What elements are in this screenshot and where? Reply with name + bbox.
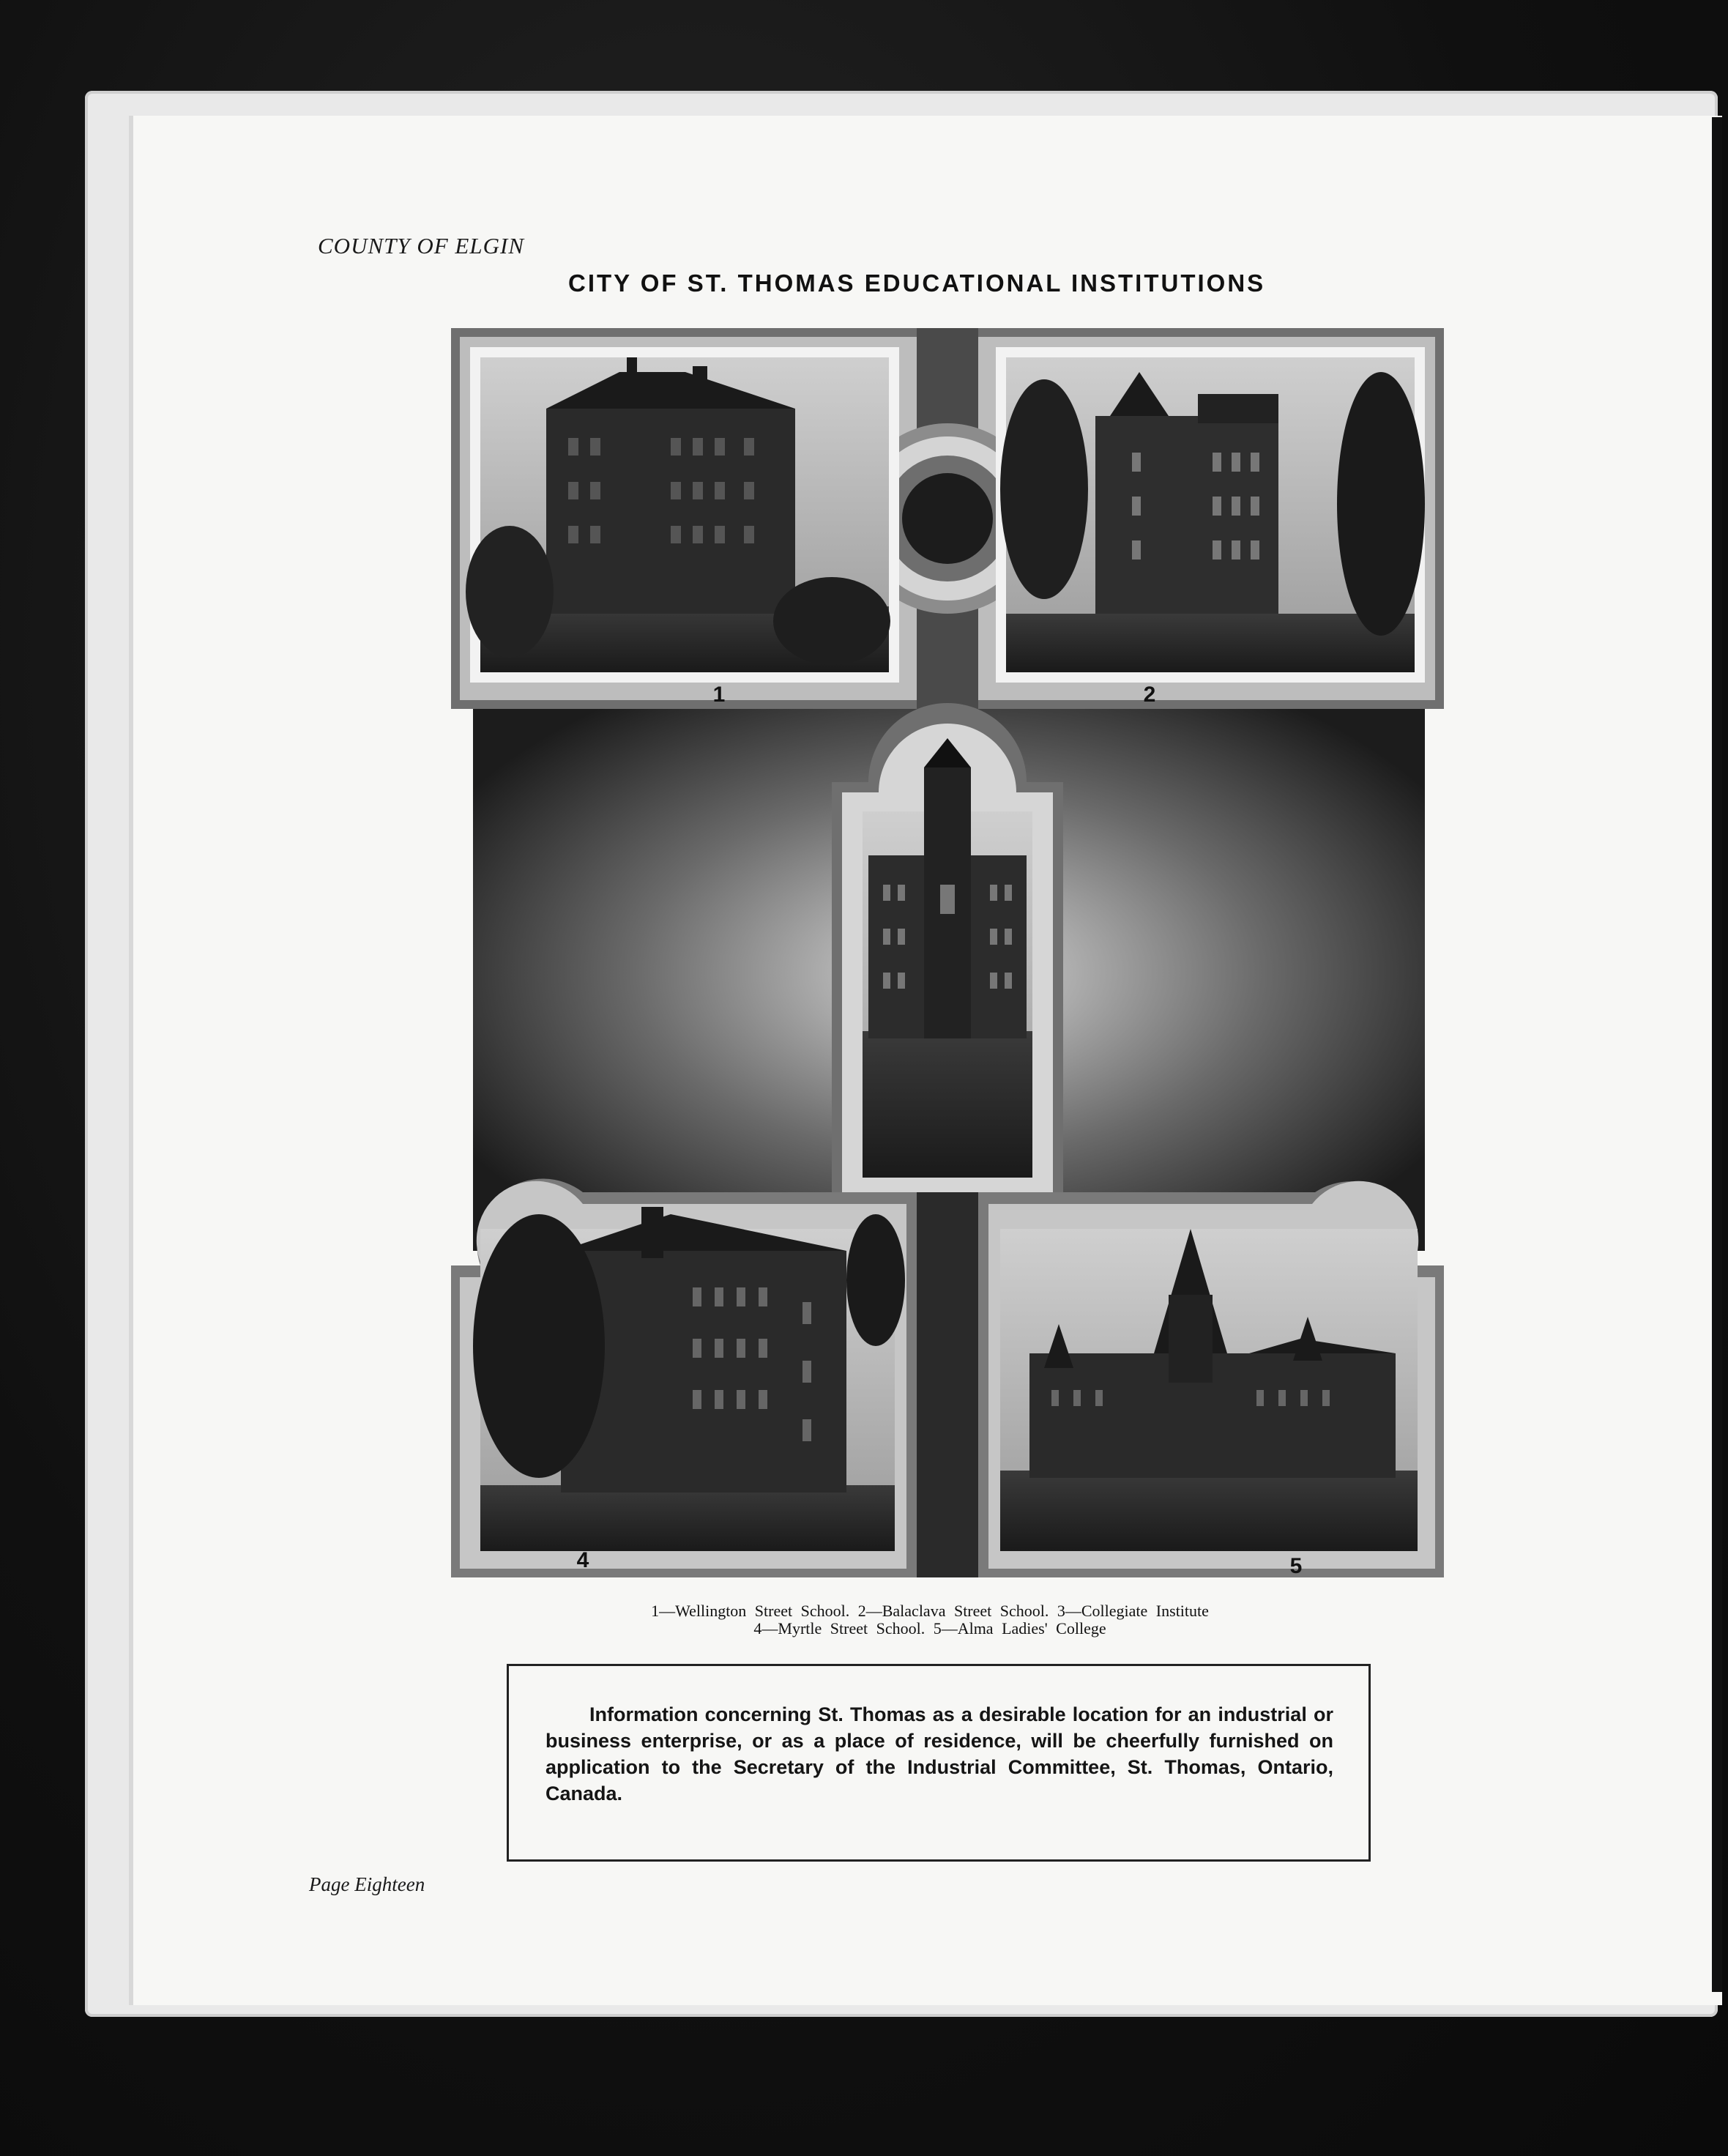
photo-caption <box>505 1602 1355 1638</box>
photo-number-4: 4 <box>576 1548 589 1572</box>
page-gutter-shadow <box>1712 117 1722 1992</box>
photo-number-5: 5 <box>1289 1554 1303 1577</box>
photo-number-2: 2 <box>1143 683 1156 707</box>
running-head: COUNTY OF ELGIN <box>318 233 524 259</box>
page-title: CITY OF ST. THOMAS EDUCATIONAL INSTITUTIONS <box>568 270 1266 297</box>
information-box <box>507 1664 1371 1862</box>
photo-alma-ladies-college <box>988 1181 1435 1569</box>
caption-line-1: 1—Wellington Street School. 2—Balaclava Street School. 3—Collegiate Institute <box>651 1602 1209 1620</box>
photo-wellington-street-school <box>466 347 899 683</box>
photo-myrtle-street-school <box>460 1181 906 1569</box>
photo-collage <box>451 328 1444 1577</box>
information-text: Information concerning St. Thomas as a desirable location for an industrial or business enterprise, or as a place of residence, will be cheerfully furnished on application to the Secretary of the Industrial Committee, St. Thomas, Ontario, Canada. <box>545 1703 1333 1804</box>
photo-balaclava-street-school <box>996 347 1425 683</box>
photo-number-1: 1 <box>712 683 726 707</box>
page-number: Page Eighteen <box>309 1873 425 1895</box>
caption-line-2: 4—Myrtle Street School. 5—Alma Ladies' College <box>753 1619 1106 1638</box>
